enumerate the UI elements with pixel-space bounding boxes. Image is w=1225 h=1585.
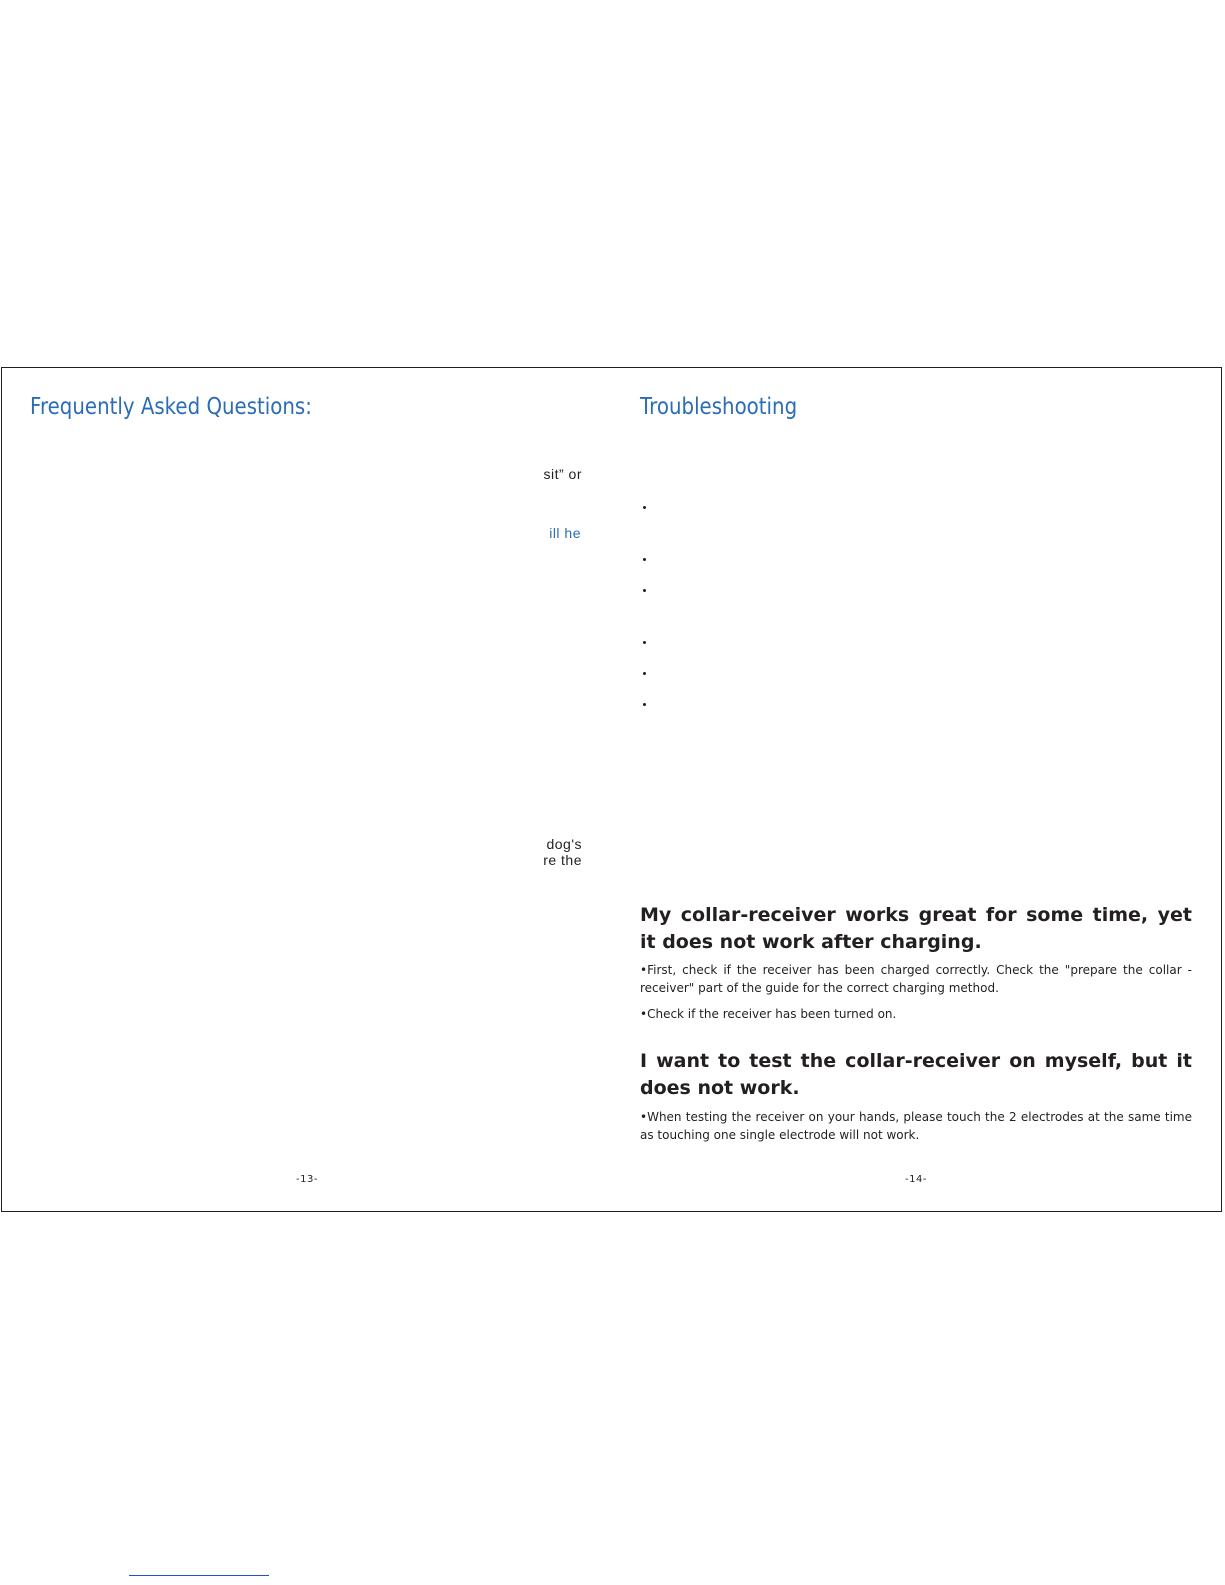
faq-fragment: ill he (549, 525, 581, 541)
question-heading: My collar-receiver works great for some time, yet it does not work after charging. (640, 904, 1192, 953)
link-underline[interactable] (129, 1575, 269, 1576)
question-heading: I want to test the collar-receiver on myself, but it does not work. (640, 1050, 1192, 1099)
page-number-right: -14- (905, 1174, 927, 1185)
page-spread (1, 367, 1222, 1212)
bullet-dot (643, 506, 646, 509)
question-answer: •Check if the receiver has been turned on. (640, 1007, 897, 1021)
bullet-dot (643, 703, 646, 706)
faq-title: Frequently Asked Questions: (30, 394, 312, 420)
troubleshooting-title: Troubleshooting (640, 394, 798, 420)
faq-fragment: re the (543, 852, 582, 868)
bullet-dot (643, 589, 646, 592)
question-answer: •First, check if the receiver has been charged correctly. Check the "prepare the collar -receiver" part of the guide for the correct charging method. (640, 963, 1192, 995)
faq-fragment: dog's (546, 836, 582, 852)
question-answer: •When testing the receiver on your hands, please touch the 2 electrodes at the same time as touching one single electrode will not work. (640, 1110, 1192, 1142)
page-number-left: -13- (296, 1174, 318, 1185)
bullet-dot (643, 641, 646, 644)
faq-fragment: sit” or (543, 466, 582, 482)
bullet-dot (643, 672, 646, 675)
bullet-dot (643, 558, 646, 561)
